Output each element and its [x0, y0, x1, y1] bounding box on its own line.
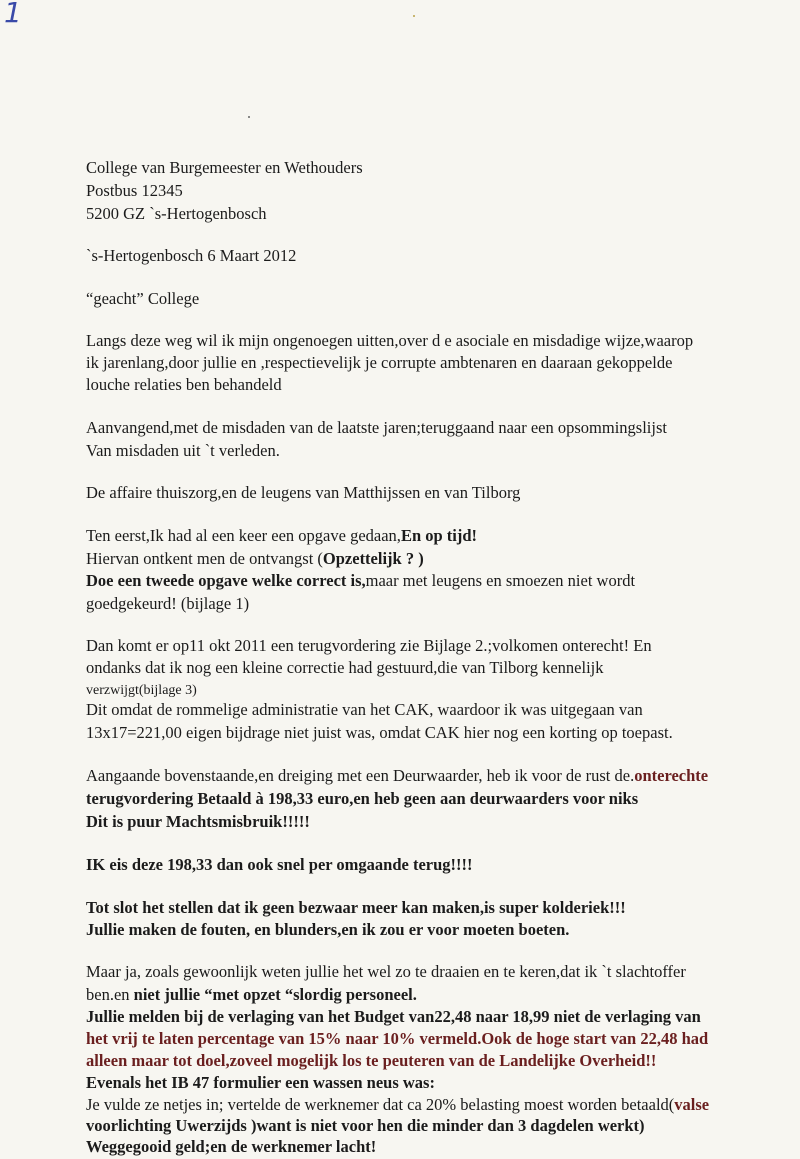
address-line-2: Postbus 12345 [86, 181, 183, 200]
paragraph-5-line-1: Dan komt er op11 okt 2011 een terugvordering zie Bijlage 2.;volkomen onterecht! En [86, 636, 652, 655]
paragraph-1-line-3: louche relaties ben behandeld [86, 375, 282, 394]
paragraph-5-line-2: ondanks dat ik nog een kleine correctie had gestuurd,die van Tilborg kennelijk [86, 658, 604, 677]
paragraph-6-line-1: Aangaande bovenstaande,en dreiging met een Deurwaarder, heb ik voor de rust de.onterechte [86, 766, 709, 785]
paragraph-9-line-1: Maar ja, zoals gewoonlijk weten jullie het wel zo te draaien en te keren,dat ik `t slachtoffer [86, 962, 686, 981]
paragraph-8-line-2: Jullie maken de fouten, en blunders,en ik zou er voor moeten boeten. [86, 920, 570, 939]
paragraph-4-line-3: Doe een tweede opgave welke correct is,maar met leugens en smoezen niet wordt [86, 571, 636, 590]
paragraph-6-line-3: Dit is puur Machtsmisbruik!!!!! [86, 812, 310, 831]
page-number-mark: 1 [4, 0, 22, 29]
paragraph-7: IK eis deze 198,33 dan ook snel per omgaande terug!!!! [86, 855, 473, 874]
paragraph-4-line-1: Ten eerst,Ik had al een keer een opgave gedaan,En op tijd! [86, 526, 478, 545]
salutation: “geacht” College [86, 289, 200, 308]
scan-speck [248, 116, 250, 118]
paragraph-5-line-5: 13x17=221,00 eigen bijdrage niet juist was, omdat CAK hier nog een korting op toepast. [86, 723, 673, 742]
paragraph-9-line-8: voorlichting Uwerzijds )want is niet voor hen die minder dan 3 dagdelen werkt) [86, 1116, 645, 1135]
paragraph-2-line-1: Aanvangend,met de misdaden van de laatste jaren;teruggaand naar een opsommingslijst [86, 418, 667, 437]
address-line-1: College van Burgemeester en Wethouders [86, 158, 363, 177]
paragraph-1-line-1: Langs deze weg wil ik mijn ongenoegen uitten,over d e asociale en misdadige wijze,waarop [86, 331, 694, 350]
paragraph-1-line-2: ik jarenlang,door jullie en ,respectievelijk je corrupte ambtenaren en daaraan gekoppelde [86, 353, 673, 372]
paragraph-4-line-2: Hiervan ontkent men de ontvangst (Opzettelijk ? ) [86, 549, 424, 568]
paragraph-9-line-9: Weggegooid geld;en de werknemer lacht! [86, 1137, 377, 1156]
paragraph-9-line-4: het vrij te laten percentage van 15% naar 10% vermeld.Ook de hoge start van 22,48 had [86, 1029, 709, 1048]
paragraph-9-line-6: Evenals het IB 47 formulier een wassen neus was: [86, 1073, 435, 1092]
paragraph-4-line-4: goedgekeurd! (bijlage 1) [86, 594, 250, 613]
paragraph-9-line-3: Jullie melden bij de verlaging van het Budget van22,48 naar 18,99 niet de verlaging van [86, 1007, 701, 1026]
paragraph-6-line-2: terugvordering Betaald à 198,33 euro,en heb geen aan deurwaarders voor niks [86, 789, 639, 808]
paragraph-9-line-7: Je vulde ze netjes in; vertelde de werknemer dat ca 20% belasting moest worden betaald(valse [86, 1095, 710, 1114]
scan-speck [413, 15, 415, 17]
letter-date: `s-Hertogenbosch 6 Maart 2012 [86, 246, 297, 265]
paragraph-3: De affaire thuiszorg,en de leugens van Matthijssen en van Tilborg [86, 483, 521, 502]
paragraph-9-line-2: ben.en niet jullie “met opzet “slordig personeel. [86, 985, 417, 1004]
paragraph-5-line-3: verzwijgt(bijlage 3) [86, 683, 197, 698]
paragraph-5-line-4: Dit omdat de rommelige administratie van het CAK, waardoor ik was uitgegaan van [86, 700, 643, 719]
paragraph-9-line-5: alleen maar tot doel,zoveel mogelijk los te peuteren van de Landelijke Overheid!! [86, 1051, 657, 1070]
paragraph-2-line-2: Van misdaden uit `t verleden. [86, 441, 280, 460]
paragraph-8-line-1: Tot slot het stellen dat ik geen bezwaar meer kan maken,is super kolderiek!!! [86, 898, 626, 917]
address-line-3: 5200 GZ `s-Hertogenbosch [86, 204, 267, 223]
